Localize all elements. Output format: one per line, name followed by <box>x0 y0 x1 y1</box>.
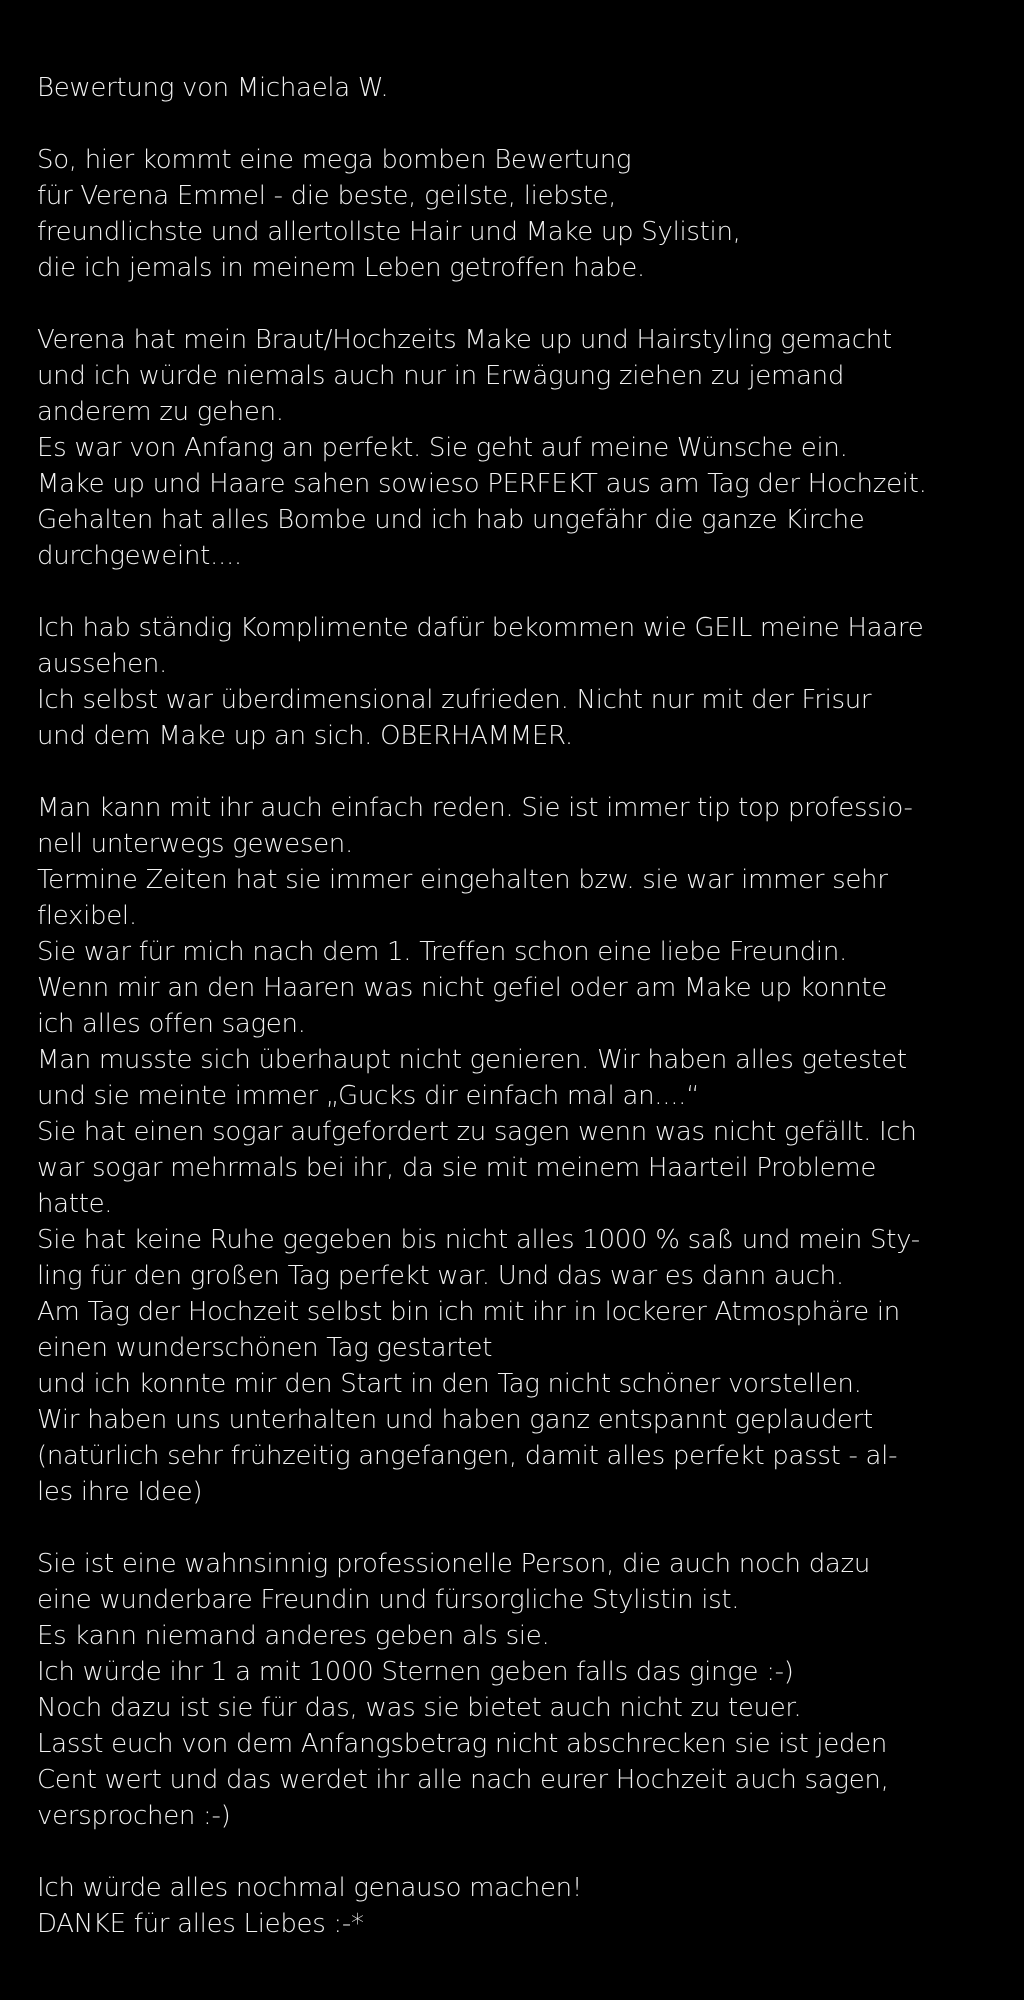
review-line: Es kann niemand anderes geben als sie. <box>37 1621 550 1651</box>
review-line: Sie war für mich nach dem 1. Treffen schon eine liebe Freundin. <box>37 937 847 967</box>
review-line: Sie hat einen sogar aufgefordert zu sagen wenn was nicht gefällt. Ich <box>37 1117 917 1147</box>
review-line: Ich würde alles nochmal genauso machen! <box>37 1873 582 1903</box>
review-line: (natürlich sehr frühzeitig angefangen, damit alles perfekt passt - al- <box>37 1441 898 1471</box>
review-line: aussehen. <box>37 649 168 679</box>
review-line: Make up und Haare sahen sowieso PERFEKT aus am Tag der Hochzeit. <box>37 469 927 499</box>
review-paragraph <box>37 610 997 754</box>
review-paragraph <box>37 142 997 286</box>
review-line: die ich jemals in meinem Leben getroffen habe. <box>37 253 645 283</box>
review-title: Bewertung von Michaela W. <box>37 73 389 103</box>
review-line: und dem Make up an sich. OBERHAMMER. <box>37 721 573 751</box>
review-line: war sogar mehrmals bei ihr, da sie mit meinem Haarteil Probleme <box>37 1153 877 1183</box>
review-line: für Verena Emmel - die beste, geilste, liebste, <box>37 181 617 211</box>
review-line: Wir haben uns unterhalten und haben ganz entspannt geplaudert <box>37 1405 873 1435</box>
paragraph-gap <box>37 1510 997 1546</box>
paragraph-gap <box>37 574 997 610</box>
review-line: nell unterwegs gewesen. <box>37 829 353 859</box>
review-paragraph <box>37 322 997 574</box>
review-paragraph <box>37 1546 997 1834</box>
review-line: einen wunderschönen Tag gestartet <box>37 1333 493 1363</box>
review-line: Lasst euch von dem Anfangsbetrag nicht abschrecken sie ist jeden <box>37 1729 887 1759</box>
review-line: Man kann mit ihr auch einfach reden. Sie ist immer tip top professio- <box>37 793 913 823</box>
review-line: anderem zu gehen. <box>37 397 284 427</box>
review-line: ich alles offen sagen. <box>37 1009 306 1039</box>
review-line: durchgeweint.... <box>37 541 242 571</box>
review-line: Am Tag der Hochzeit selbst bin ich mit ihr in lockerer Atmosphäre in <box>37 1297 900 1327</box>
review-line: versprochen :-) <box>37 1801 231 1831</box>
review-line: flexibel. <box>37 901 137 931</box>
paragraph-gap <box>37 1834 997 1870</box>
review-line: Gehalten hat alles Bombe und ich hab ungefähr die ganze Kirche <box>37 505 865 535</box>
review-line: Ich selbst war überdimensional zufrieden. Nicht nur mit der Frisur <box>37 685 872 715</box>
review-line: Verena hat mein Braut/Hochzeits Make up und Hairstyling gemacht <box>37 325 892 355</box>
review-paragraph <box>37 790 997 1510</box>
review-paragraph <box>37 1870 997 1942</box>
review-line: ling für den großen Tag perfekt war. Und das war es dann auch. <box>37 1261 844 1291</box>
paragraph-gap <box>37 754 997 790</box>
review-line: und sie meinte immer „Gucks dir einfach mal an....“ <box>37 1081 700 1111</box>
review-line: und ich würde niemals auch nur in Erwägung ziehen zu jemand <box>37 361 845 391</box>
review-body <box>37 142 997 1942</box>
review-line: Man musste sich überhaupt nicht genieren. Wir haben alles getestet <box>37 1045 907 1075</box>
review-line: DANKE für alles Liebes :-* <box>37 1909 364 1939</box>
review-line: Sie hat keine Ruhe gegeben bis nicht alles 1000 % saß und mein Sty- <box>37 1225 920 1255</box>
review-line: Cent wert und das werdet ihr alle nach eurer Hochzeit auch sagen, <box>37 1765 889 1795</box>
review-line: Wenn mir an den Haaren was nicht gefiel oder am Make up konnte <box>37 973 887 1003</box>
review-line: Noch dazu ist sie für das, was sie bietet auch nicht zu teuer. <box>37 1693 802 1723</box>
review-line: hatte. <box>37 1189 113 1219</box>
review-line: Ich würde ihr 1 a mit 1000 Sternen geben falls das ginge :-) <box>37 1657 794 1687</box>
review-line: und ich konnte mir den Start in den Tag nicht schöner vorstellen. <box>37 1369 862 1399</box>
review-document <box>37 70 997 1942</box>
review-line: Termine Zeiten hat sie immer eingehalten bzw. sie war immer sehr <box>37 865 888 895</box>
review-line: Sie ist eine wahnsinnig professionelle Person, die auch noch dazu <box>37 1549 871 1579</box>
paragraph-gap <box>37 286 997 322</box>
review-line: eine wunderbare Freundin und fürsorgliche Stylistin ist. <box>37 1585 740 1615</box>
review-line: Ich hab ständig Komplimente dafür bekommen wie GEIL meine Haare <box>37 613 924 643</box>
review-line: Es war von Anfang an perfekt. Sie geht auf meine Wünsche ein. <box>37 433 848 463</box>
review-line: So, hier kommt eine mega bomben Bewertung <box>37 145 632 175</box>
review-line: les ihre Idee) <box>37 1477 203 1507</box>
review-line: freundlichste und allertollste Hair und Make up Sylistin, <box>37 217 741 247</box>
